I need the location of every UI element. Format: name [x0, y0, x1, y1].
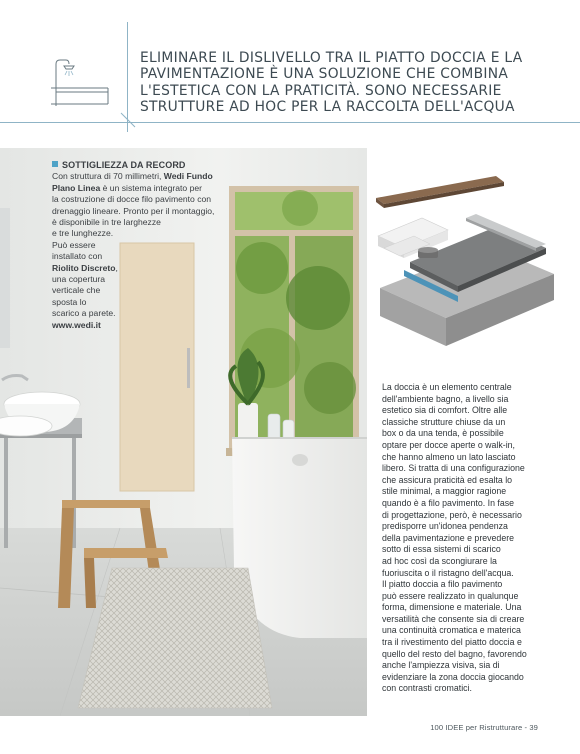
caption-product-name: Plano Linea [52, 182, 101, 193]
caption-line: è disponibile in tre larghezze [52, 217, 161, 228]
article-line: che assicura praticità ed esalta lo [382, 474, 513, 485]
caption-line: installato con [52, 251, 103, 262]
cross-mark-icon [120, 112, 136, 128]
article-line: fuoriuscita o il ristagno dell'acqua. [382, 567, 514, 578]
article-line: sotto di essa sistemi di scarico [382, 544, 501, 555]
article-line: quando è a filo pavimento. In fase [382, 497, 515, 508]
caption-title-text: SOTTIGLIEZZA DA RECORD [62, 160, 186, 170]
caption-line: drenaggio lineare. Pronto per il montaggio, [52, 205, 215, 216]
article-line: libero. Si tratta di una configurazione [382, 463, 525, 474]
headline-line: PAVIMENTAZIONE È UNA SOLUZIONE CHE COMBINA [140, 66, 509, 83]
article-line: predisporre un'idonea pendenza [382, 521, 508, 532]
article-line: di progettazione, però, è necessario [382, 509, 522, 520]
caption-paragraph-narrow [52, 240, 122, 331]
caption-line: sposta lo [52, 296, 87, 307]
caption-line: Con struttura di 70 millimetri, [52, 171, 162, 182]
headline-line: ELIMINARE IL DISLIVELLO TRA IL PIATTO DOCCIA E LA [140, 50, 523, 66]
article-line: classiche strutture chiuse da un [382, 416, 506, 427]
caption-line: e tre lunghezze. [52, 228, 114, 239]
caption-line: scarico a parete. [52, 308, 116, 319]
header-rule [0, 122, 580, 123]
article-line: della pavimentazione e prevedere [382, 532, 515, 543]
shower-system-illustration [370, 170, 560, 350]
article-line: forma, dimensione e materiale. Una [382, 602, 522, 613]
article-line: versatilità che consente sia di creare [382, 613, 525, 624]
article-line: che hanno almeno un lato lasciato [382, 451, 516, 462]
article-line: stile minimal, a maggior ragione [382, 486, 507, 497]
article-line: evidenziare la zona doccia giocando [382, 671, 524, 682]
article-line: box o da una tenda, è possibile [382, 428, 504, 439]
caption-title [52, 160, 238, 171]
caption-line: la costruzione di docce filo pavimento con [52, 194, 212, 205]
article-line: una continuità cromatica e materica [382, 625, 521, 636]
caption-line: una copertura [52, 274, 106, 285]
caption-paragraph [52, 171, 238, 239]
caption-website: www.wedi.it [52, 319, 101, 330]
caption-product-name: Riolito Discreto [52, 262, 116, 273]
article-line: Il piatto doccia a filo pavimento [382, 579, 503, 590]
product-caption [52, 160, 238, 331]
article-line: quello del resto del bagno, favorendo [382, 648, 527, 659]
article-line: con contrasti cromatici. [382, 683, 472, 694]
shower-tray-icon [50, 58, 110, 108]
caption-line: Può essere [52, 239, 96, 250]
article-line: ad hoc così da scongiurare la [382, 555, 497, 566]
article-line: dell'ambiente bagno, a livello sia [382, 393, 509, 404]
caption-line: è un sistema integrato per [102, 182, 202, 193]
article-line: tra il rivestimento del piatto doccia e [382, 637, 522, 648]
article-line: può essere realizzato in qualunque [382, 590, 519, 601]
headline-line: L'ESTETICA CON LA PRATICITÀ. SONO NECESSARIE [140, 82, 502, 99]
caption-line: verticale che [52, 285, 101, 296]
caption-line: , [115, 262, 118, 273]
page-footer: 100 IDEE per Ristrutturare - 39 [430, 723, 538, 732]
article-line: estetico sia di comfort. Oltre alle [382, 405, 508, 416]
article-line: optare per docce aperte o walk-in, [382, 439, 516, 450]
caption-product-name: Wedi Fundo [163, 171, 213, 182]
article-line: anche l'ampiezza visiva, sia di [382, 660, 500, 671]
headline-line: STRUTTURE AD HOC PER LA RACCOLTA DELL'ACQUA [140, 99, 515, 116]
headline [140, 50, 570, 116]
article-line: La doccia è un elemento centrale [382, 382, 512, 392]
article-body [382, 382, 542, 695]
bullet-square-icon [52, 161, 58, 167]
